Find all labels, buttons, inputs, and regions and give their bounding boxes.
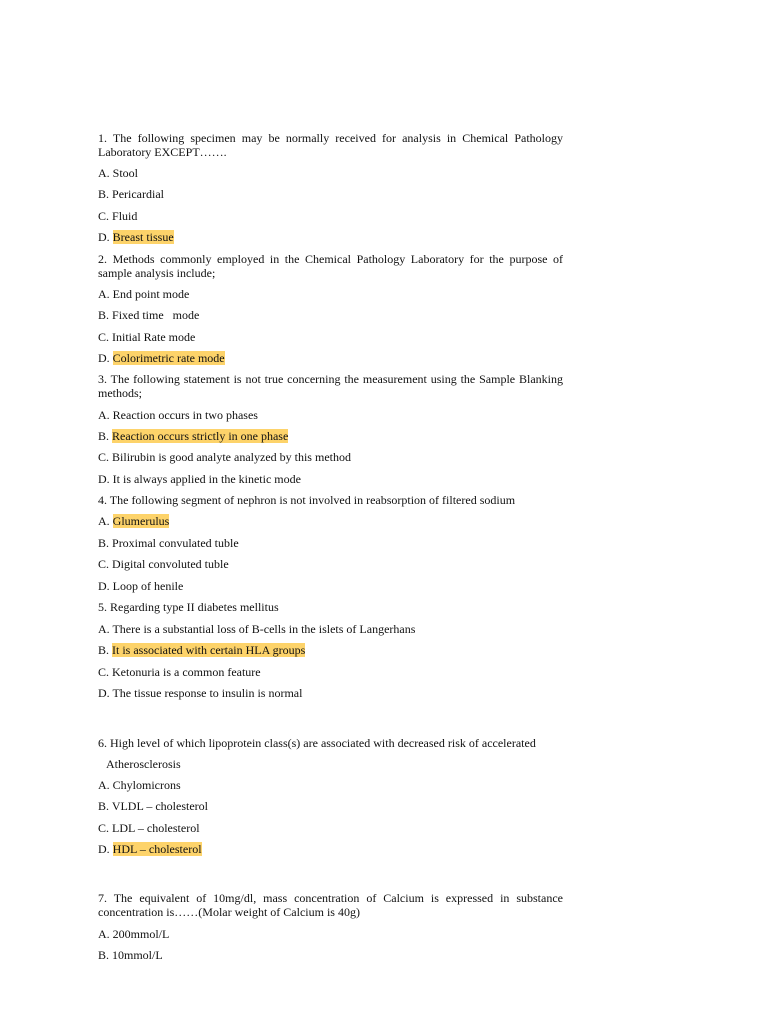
- highlighted-answer: HDL – cholesterol: [112, 842, 202, 856]
- question-6-option-c: [98, 821, 200, 835]
- question-3-option-b: [98, 429, 288, 443]
- option-text: Reaction occurs in two phases: [112, 408, 258, 422]
- question-5-option-a: [98, 622, 415, 636]
- option-text: C.: [98, 209, 110, 223]
- question-7-option-a: [98, 927, 169, 941]
- question-2-option-b: [98, 308, 199, 322]
- option-text: 200mmol/L: [112, 927, 170, 941]
- option-text: A.: [98, 927, 110, 941]
- option-text: Proximal convulated tuble: [112, 536, 239, 550]
- option-text: B.: [98, 187, 110, 201]
- question-6-option-b: [98, 799, 208, 813]
- question-5-option-d: [98, 686, 302, 700]
- option-text: D.: [98, 351, 110, 365]
- option-text: D.: [98, 230, 110, 244]
- option-text: A.: [98, 622, 110, 636]
- option-text: B.: [98, 536, 110, 550]
- option-text: B.: [98, 643, 110, 657]
- option-text: C.: [98, 665, 110, 679]
- highlighted-answer: It is associated with certain HLA groups: [112, 643, 306, 657]
- question-3-text: 3. The following statement is not true concerning the measurement using the Sample Blanking methods;: [98, 372, 563, 400]
- option-text: It is always applied in the kinetic mode: [112, 472, 301, 486]
- option-text: Pericardial: [112, 187, 164, 201]
- option-text: Stool: [112, 166, 139, 180]
- option-text: C.: [98, 821, 110, 835]
- option-text: D.: [98, 472, 110, 486]
- option-text: C.: [98, 330, 110, 344]
- option-text: C.: [98, 450, 110, 464]
- question-6-text: 6. High level of which lipoprotein class(s) are associated with decreased risk of accelerated: [98, 736, 536, 750]
- question-4-option-d: [98, 579, 183, 593]
- option-text: B.: [98, 799, 110, 813]
- question-1-option-a: [98, 166, 138, 180]
- question-4-option-c: [98, 557, 229, 571]
- question-2-option-c: [98, 330, 195, 344]
- question-1-text: 1. The following specimen may be normally received for analysis in Chemical Pathology Laboratory EXCEPT…….: [98, 131, 563, 159]
- option-text: C.: [98, 557, 110, 571]
- question-1-option-b: [98, 187, 164, 201]
- question-6-text-continued: Atherosclerosis: [106, 757, 181, 771]
- question-7-option-b: [98, 948, 163, 962]
- option-text: Ketonuria is a common feature: [112, 665, 261, 679]
- question-4-text: 4. The following segment of nephron is not involved in reabsorption of filtered sodium: [98, 493, 516, 507]
- option-text: A.: [98, 778, 110, 792]
- question-4-option-a: [98, 514, 169, 528]
- highlighted-answer: Reaction occurs strictly in one phase: [112, 429, 289, 443]
- option-text: D.: [98, 686, 110, 700]
- option-text: B.: [98, 948, 110, 962]
- option-text: B.: [98, 429, 110, 443]
- option-text: D.: [98, 842, 110, 856]
- highlighted-answer: Glumerulus: [112, 514, 170, 528]
- question-1-option-d: [98, 230, 174, 244]
- option-text: B.: [98, 308, 110, 322]
- option-text: VLDL – cholesterol: [111, 799, 209, 813]
- question-3-option-d: [98, 472, 301, 486]
- option-text: End point mode: [112, 287, 190, 301]
- question-3-option-a: [98, 408, 258, 422]
- option-text: A.: [98, 408, 110, 422]
- question-1-option-c: [98, 209, 137, 223]
- option-text: Fixed time mode: [112, 308, 200, 322]
- question-2-option-a: [98, 287, 189, 301]
- option-text: A.: [98, 166, 110, 180]
- question-2-option-d: [98, 351, 225, 365]
- question-4-option-b: [98, 536, 239, 550]
- highlighted-answer: Breast tissue: [112, 230, 174, 244]
- option-text: 10mmol/L: [112, 948, 163, 962]
- option-text: The tissue response to insulin is normal: [112, 686, 303, 700]
- option-text: Digital convoluted tuble: [112, 557, 229, 571]
- option-text: Chylomicrons: [112, 778, 181, 792]
- question-7-text: 7. The equivalent of 10mg/dl, mass concentration of Calcium is expressed in substance concentration is……(Molar weight of Calcium is 40g): [98, 891, 563, 919]
- question-5-option-c: [98, 665, 261, 679]
- option-text: LDL – cholesterol: [112, 821, 200, 835]
- question-5-option-b: [98, 643, 305, 657]
- option-text: D.: [98, 579, 110, 593]
- option-text: Loop of henile: [112, 579, 184, 593]
- option-text: A.: [98, 287, 110, 301]
- option-text: There is a substantial loss of B-cells in the islets of Langerhans: [112, 622, 416, 636]
- question-5-text: 5. Regarding type II diabetes mellitus: [98, 600, 279, 614]
- option-text: A.: [98, 514, 110, 528]
- highlighted-answer: Colorimetric rate mode: [112, 351, 225, 365]
- option-text: Bilirubin is good analyte analyzed by this method: [112, 450, 351, 464]
- option-text: Fluid: [112, 209, 138, 223]
- question-6-option-d: [98, 842, 202, 856]
- question-3-option-c: [98, 450, 351, 464]
- option-text: Initial Rate mode: [112, 330, 196, 344]
- question-2-text: 2. Methods commonly employed in the Chemical Pathology Laboratory for the purpose of sample analysis include;: [98, 252, 563, 280]
- question-6-option-a: [98, 778, 181, 792]
